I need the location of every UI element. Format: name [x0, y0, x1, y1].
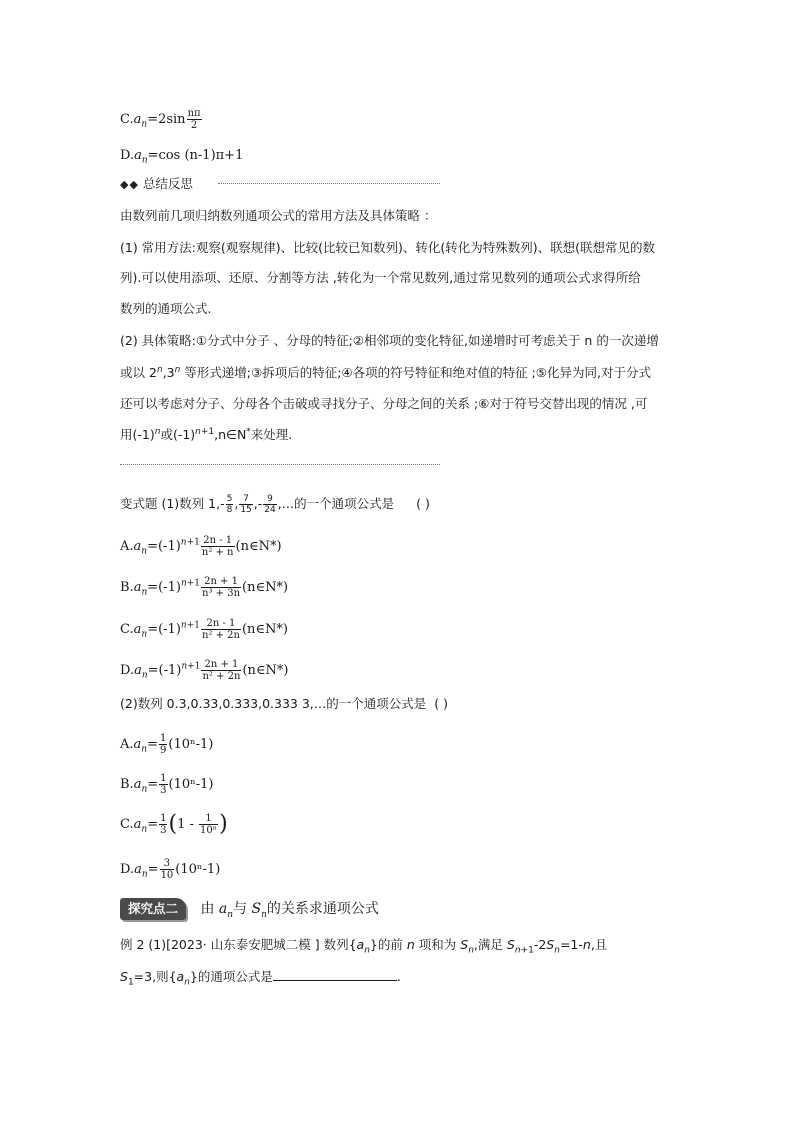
- example-text: }的前: [369, 937, 407, 952]
- section-divider: [120, 464, 440, 465]
- option-tail: (10ⁿ-1): [168, 777, 214, 792]
- frac-den: 15: [240, 505, 252, 515]
- option-a: $A.a_n=(-1)^{n+1}$ $\frac{2n - 1}{\text{n² + n}}$ (n∈N*): [120, 535, 282, 558]
- variant-q1: 变式题 (1)数列 1,- $\frac{5}{8}$ , $\frac{7}{15}$ ,- $\frac{9}{24}$ ,…的一个通项公式是 ( ): [120, 494, 430, 515]
- example-text: }的通项公式是: [189, 969, 273, 984]
- frac-num: nπ: [187, 108, 201, 119]
- frac-num: 5: [226, 494, 233, 504]
- frac-den: n² + 2n: [201, 630, 240, 641]
- example-text: ,且: [590, 937, 608, 952]
- frac-den: 3: [160, 825, 167, 836]
- frac-num: 9: [263, 494, 276, 505]
- section-heading: 探究点二 由 $a_n$与 $S_n$的关系求通项公式: [120, 898, 379, 920]
- answer-blank[interactable]: [273, 968, 397, 981]
- frac-num: 7: [239, 494, 252, 505]
- option-a2: $A.a_n=$ $\frac{1}{9}$ (10ⁿ-1): [120, 733, 214, 756]
- fraction: [160, 858, 175, 881]
- paren-close: ): [219, 811, 228, 837]
- option-expr: =cos (n-1)π+1: [147, 148, 244, 163]
- answer-paren: ( ): [416, 496, 430, 511]
- frac-num: 2n - 1: [201, 535, 235, 547]
- paren-open: (: [168, 811, 178, 837]
- option-d2: $D.a_n=$ $\frac{3}{10}$ (10ⁿ-1): [120, 858, 221, 881]
- fraction: [199, 813, 218, 836]
- question-text: 变式题 (1)数列 1,-: [120, 496, 225, 511]
- summary-intro: 由数列前几项归纳数列通项公式的常用方法及具体策略 ：: [120, 208, 437, 223]
- frac-den: 9: [160, 745, 167, 756]
- option-label: A.: [120, 737, 134, 752]
- option-expr: =2sin: [147, 112, 186, 127]
- fraction: [201, 535, 235, 558]
- option-d: $D.a_n=(-1)^{n+1}$ $\frac{2n + 1}{\text{n² + 2n}}$ (n∈N*): [120, 659, 289, 682]
- frac-den: 24: [264, 505, 276, 515]
- frac-num: 1: [160, 733, 167, 744]
- frac-num: 3: [160, 858, 175, 870]
- text: 等形式递增;③拆项后的特征;④各项的符号特征和绝对值的特征 ;⑤化异为同,对于分式: [180, 365, 651, 380]
- variant-q2: [120, 696, 448, 712]
- fraction: [201, 659, 241, 682]
- option-tail: (10ⁿ-1): [168, 737, 214, 752]
- example-text: 满足: [477, 937, 507, 952]
- frac-den: 8: [226, 505, 233, 515]
- answer-paren: ( ): [434, 696, 448, 711]
- text: 来处理.: [250, 427, 293, 442]
- text: 用(-1): [120, 427, 155, 442]
- frac-den: n³ + 3n: [202, 588, 241, 599]
- fraction: [201, 576, 241, 599]
- summary-p2: 或以 2$^n$,3$^n$ 等形式递增;③拆项后的特征;④各项的符号特征和绝对值的特征 ;⑤化异为同,对于分式: [120, 364, 651, 380]
- frac-num: 2n + 1: [201, 659, 241, 671]
- example-text: .: [396, 969, 401, 984]
- example-text: =1-: [559, 937, 583, 952]
- example-line-2: $S_1=3$,则$\{a_n\}$的通项公式是 .: [120, 969, 401, 988]
- section-badge: 探究点二: [120, 898, 186, 920]
- section-title: 的关系求通项公式: [266, 901, 379, 917]
- frac-num: 1: [160, 773, 167, 784]
- option-tail: (10ⁿ-1): [175, 862, 221, 877]
- question-text: (2)数列 0.3,0.33,0.333,0.333 3,…的一个通项公式是: [120, 696, 427, 711]
- option-label: A.: [120, 539, 134, 554]
- summary-p1: 列).可以使用添项、还原、分割等方法 ,转化为一个常见数列,通过常见数列的通项公式求得所给: [120, 270, 641, 285]
- option-label: D.: [120, 148, 135, 163]
- frac-num: 1: [199, 813, 218, 825]
- frac-den: n² + 2n: [202, 671, 241, 682]
- fraction: [187, 108, 202, 131]
- option-label: C.: [120, 622, 134, 637]
- summary-p1: 数列的通项公式.: [120, 301, 212, 316]
- example-line-1: 例 2 (1)[2023· 山东泰安肥城二模 ] 数列$\{a_n\}$的前 n 项和为 $S_n$,满足 $S_{n+1}-2S_n=1-n$,且: [120, 937, 608, 956]
- text: ,3: [162, 365, 175, 380]
- diamond-icon: ◆◆: [120, 178, 139, 191]
- frac-den: n² + n: [201, 547, 234, 558]
- option-c2: $C.a_n=$ $\frac{1}{3}$ (1 - $\frac{1}{\text{10ⁿ}}$ ): [120, 811, 228, 837]
- summary-p1: (1) 常用方法:观察(观察规律)、比较(比较已知数列)、转化(转化为特殊数列)、联想(联想常见的数: [120, 240, 656, 255]
- option-tail: (n∈N*): [242, 663, 289, 678]
- option-b: $B.a_n=(-1)^{n+1}$ $\frac{2n + 1}{\text{n³ + 3n}}$ (n∈N*): [120, 576, 289, 599]
- frac-num: 1: [160, 813, 167, 824]
- option-c-top: $C.a_n=2\sin$ $\frac{n\pi}{2}$: [120, 108, 201, 131]
- option-tail: (n∈N*): [241, 622, 288, 637]
- summary-title: 总结反思: [142, 176, 193, 191]
- heading-divider: [218, 183, 440, 184]
- example-text: =3,则{: [133, 969, 177, 984]
- frac-num: 2n + 1: [201, 576, 241, 588]
- option-d-top: $D.a_n=\cos$ (n-1)π+1: [120, 148, 244, 166]
- fraction: [263, 494, 276, 515]
- text: 或以 2: [120, 365, 157, 380]
- fraction: [226, 494, 234, 515]
- section-title: 与: [233, 901, 252, 917]
- summary-p2: 还可以考虑对分子、分母各个击破或寻找分子、分母之间的关系 ;⑥对于符号交替出现的情况 ,可: [120, 396, 648, 411]
- option-inner: 1 -: [177, 817, 198, 832]
- option-label: B.: [120, 580, 134, 595]
- option-label: B.: [120, 777, 134, 792]
- fraction: [239, 494, 252, 515]
- option-label: C.: [120, 112, 134, 127]
- example-text: 项和为: [414, 937, 461, 952]
- summary-heading: [120, 176, 193, 193]
- option-tail: (n∈N*): [242, 580, 289, 595]
- section-title: 由: [200, 901, 219, 917]
- option-b2: $B.a_n=$ $\frac{1}{3}$ (10ⁿ-1): [120, 773, 214, 796]
- option-tail: (n∈N*): [235, 539, 282, 554]
- frac-den: 10ⁿ: [200, 825, 218, 836]
- fraction: [159, 733, 167, 756]
- option-label: D.: [120, 663, 135, 678]
- frac-den: 10: [160, 870, 174, 881]
- question-text: ,…的一个通项公式是: [277, 496, 395, 511]
- summary-p2: (2) 具体策略:①分式中分子 、分母的特征;②相邻项的变化特征,如递增时可考虑关于 n 的一次递增: [120, 333, 659, 348]
- example-text: 例 2 (1)[2023· 山东泰安肥城二模 ] 数列{: [120, 937, 357, 952]
- frac-num: 2n - 1: [201, 618, 241, 630]
- fraction: [201, 618, 241, 641]
- option-label: C.: [120, 817, 134, 832]
- summary-p2: 用$(-1)^n$或$(-1)^{n+1},n\in N^*$来处理.: [120, 426, 293, 442]
- frac-den: 3: [160, 785, 167, 796]
- option-c: $C.a_n=(-1)^{n+1}$ $\frac{2n - 1}{\text{n² + 2n}}$ (n∈N*): [120, 618, 288, 641]
- text: 或(-1): [160, 427, 196, 442]
- text: ,n∈N: [214, 427, 247, 442]
- fraction: [159, 773, 167, 796]
- fraction: [159, 813, 167, 836]
- frac-den: 2: [190, 120, 198, 131]
- option-label: D.: [120, 862, 135, 877]
